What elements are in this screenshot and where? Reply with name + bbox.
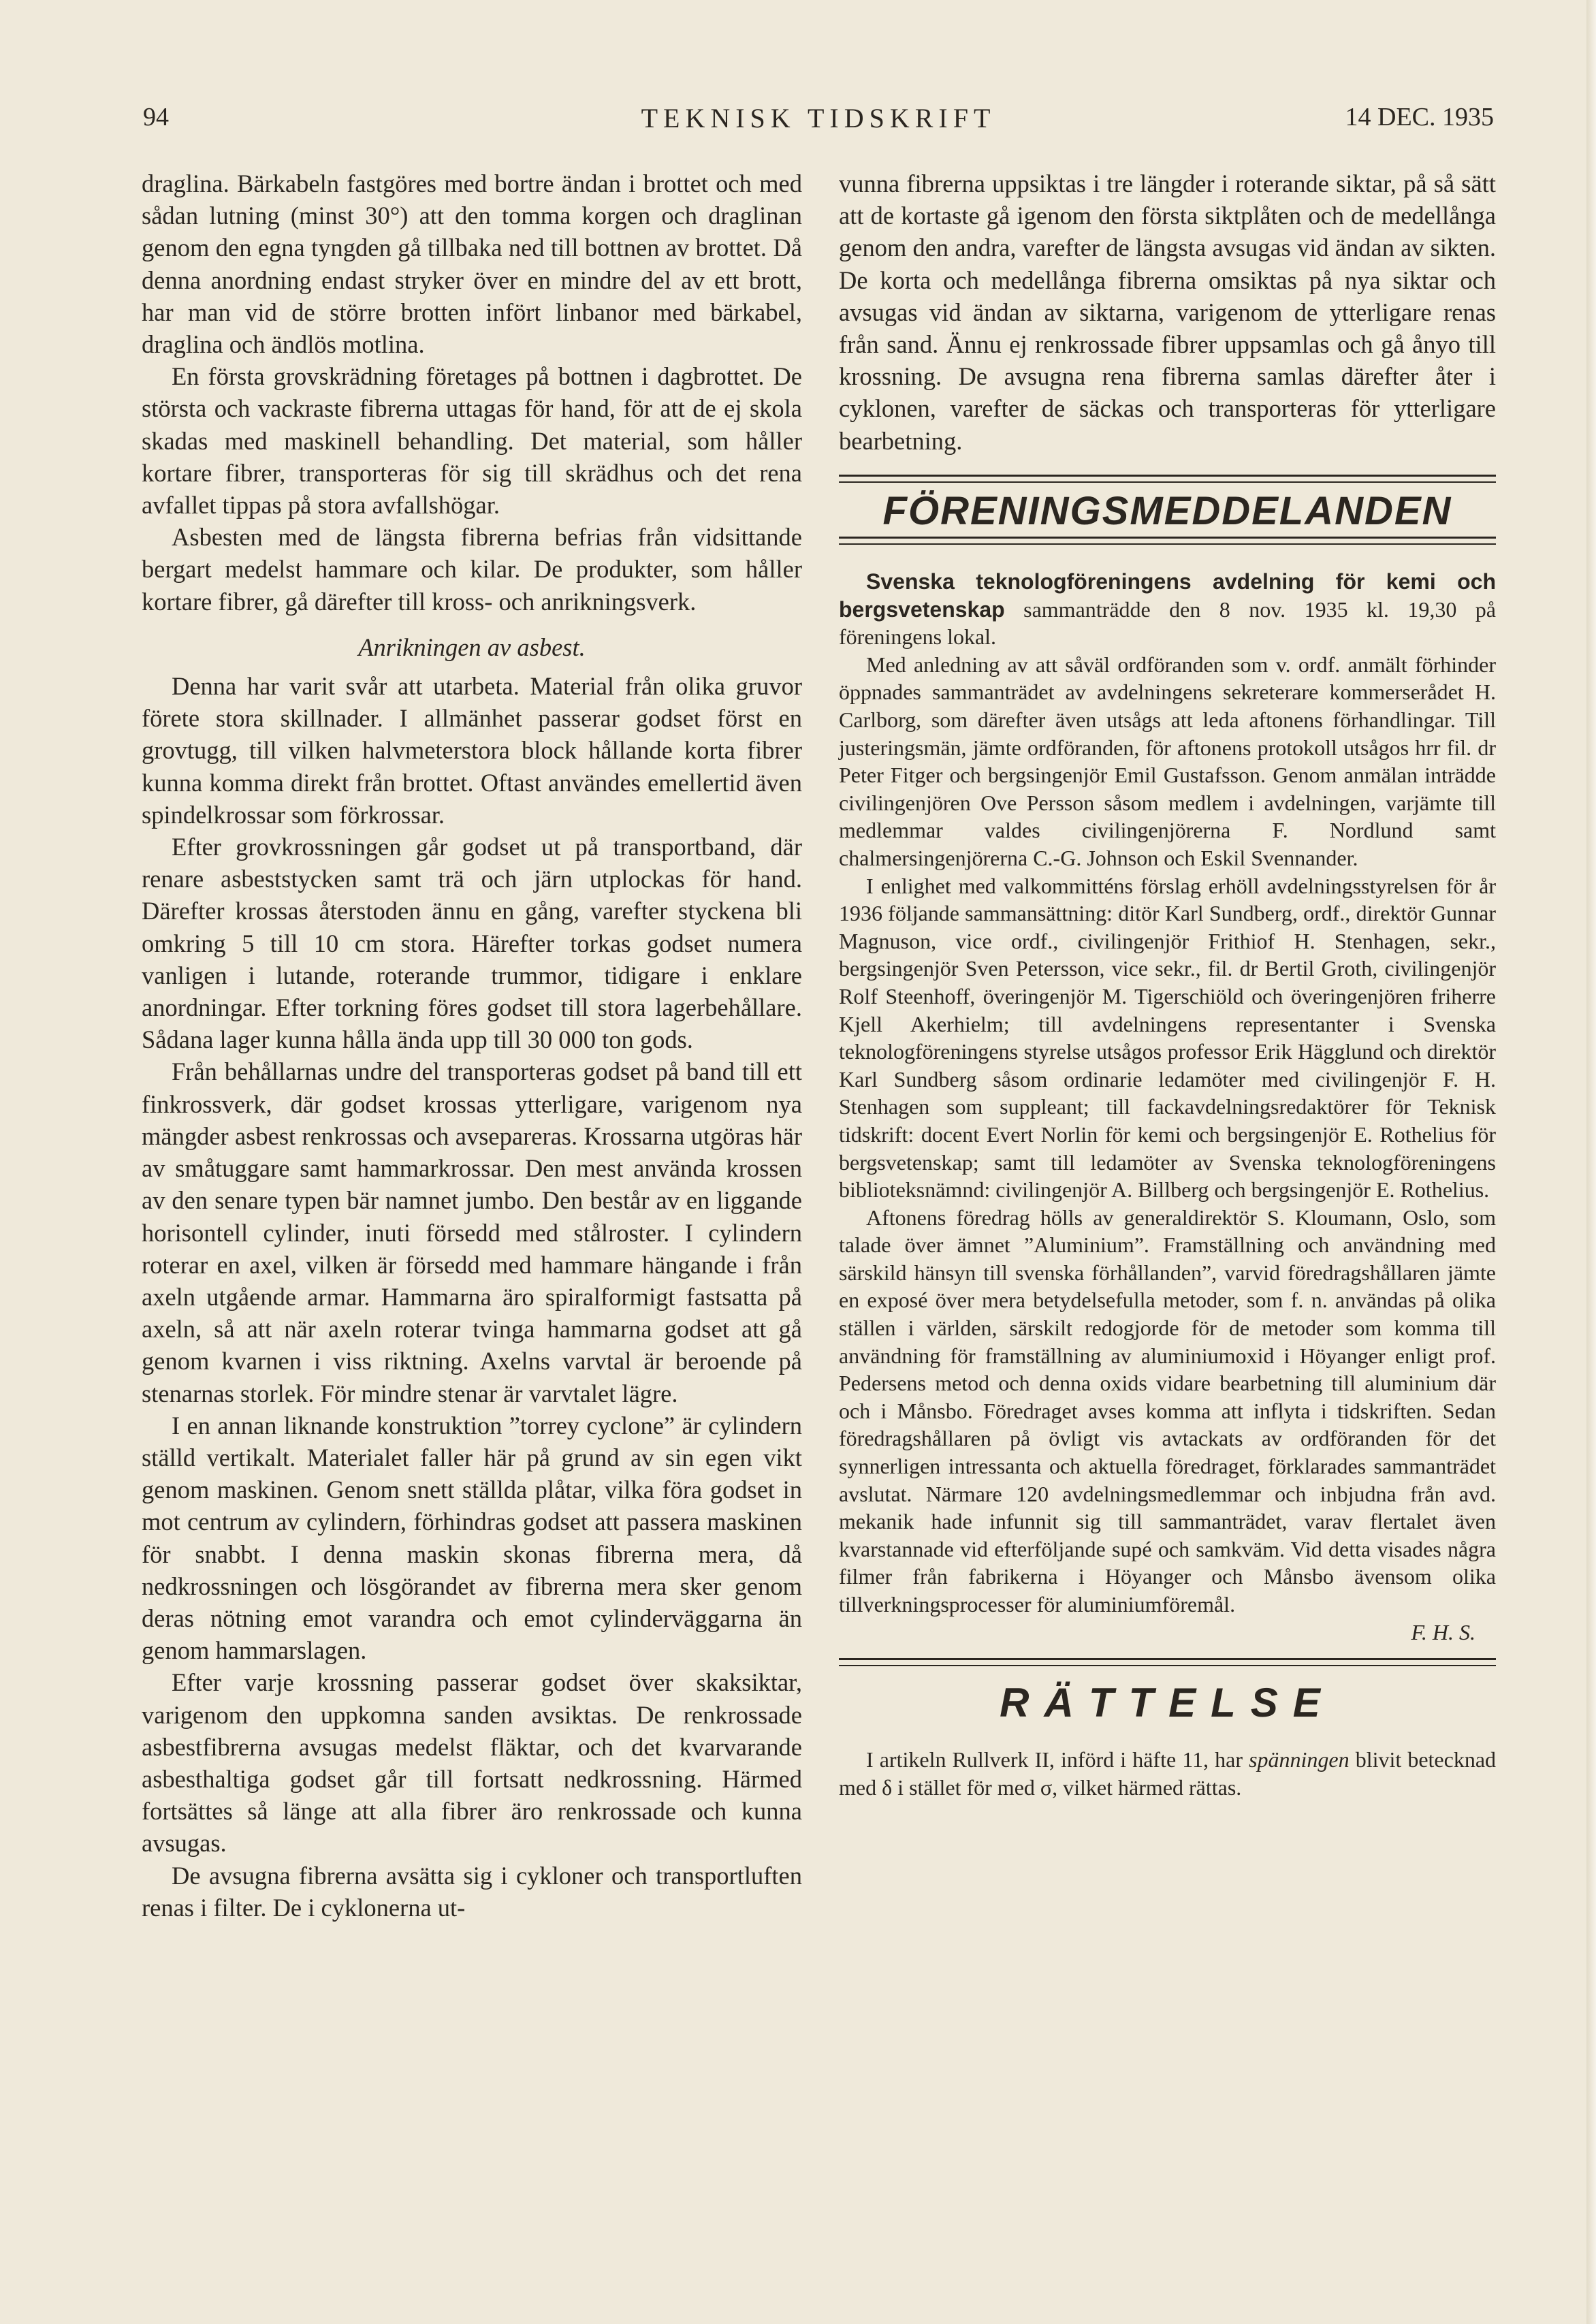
paragraph: Efter varje krossning passerar godset över skaksiktar, varigenom den uppkomna sanden avsiktas. De renkrossade asbestfibrerna avsugas medelst fläktar, och det kvarvarande asbesthaltiga godset går till fortsatt nedkrossning. Härmed fortsättes så länge att alla fibrer äro renkrossade och kunna avsugas. [142,1668,802,1858]
notice-lead-rest: sammanträdde den 8 nov. 1935 kl. 19,30 på föreningens lokal. [839,596,1497,650]
notice-paragraph: Aftonens föredrag hölls av generaldirektör S. Kloumann, Oslo, som talade över ämnet ”Aluminium”. Framställning och användning med särskild hänsyn till svenska förhållanden”, varvid föredragshållaren jämte en exposé över mera betydelsefulla metoder, som f. n. användas på olika ställen i världen, särskilt redogjorde för de metoder som komma till användning för framställning av aluminiumoxid i Höyanger enligt prof. Pedersens metod och denna oxids vidare bearbetning till aluminium där och i Månsbo. Föredraget avses komma att inflyta i tidskriften. Sedan föredragshållaren på övligt vis avtackats av ordföranden för det synnerligen intressanta och aktuella föredraget, förklarades sammanträdet avslutat. Närmare 120 avdelningsmedlemmar och inbjudna från avd. mekanik hade infunnit sig till sammanträdet, varav flertalet även kvarstannade vid efterföljande supé och samkväm. Vid detta visades några filmer från fabrikerna i Höyanger och Månsbo ävensom olika tillverkningsprocesser för aluminiumföremål. [839,1205,1496,1617]
correction-term: spänningen [1249,1747,1350,1772]
notice-lead: Svenska teknologföreningens avdelning för kemi och bergsvetenskap [839,569,1496,622]
paragraph: draglina. Bärkabeln fastgöres med bortre ändan i brottet och med sådan lutning (minst 30°) att den tomma korgen och draglinan genom den egna tyngden gå tillbaka ned till bottnen av brottet. Då denna anordning endast stryker över en mindre del av ett brott, har man vid de större brotten infört linbanor med bärkabel, draglina och ändlös motlina. [142,170,802,359]
section-heading: FÖRENINGSMEDDELANDEN [882,488,1452,533]
paragraph: Efter grovkrossningen går godset ut på transportband, där renare asbeststycken samt trä och järn utplockas för hand. Därefter krossas återstoden ännu en gång, varefter styckena bli omkring 5 till 10 cm stora. Härefter torkas godset numera vanligen i lutande, roterande trummor, tidigare i enklare anordningar. Efter torkning föres godset till stora lagerbehållare. Sådana lager kunna hålla ända upp till 30 000 ton gods. [142,833,802,1054]
notice-paragraph: I enlighet med valkommitténs förslag erhöll avdelningsstyrelsen för år 1936 följande sammansättning: ditör Karl Sundberg, ordf., direktör Gunnar Magnuson, vice ordf., civilingenjör Frithiof H. Stenhagen, sekr., bergsingenjör Sven Petersson, vice sekr., fil. dr Bertil Groth, civilingenjör Rolf Steenhoff, överingenjör M. Tigerschiöld och överingenjören friherre Kjell Akerhielm; till avdelningens representanter i Svenska teknologföreningens styrelse utsågos professor Erik Hägglund och direktör Karl Sundberg såsom ordinarie ledamöter med civilingenjör F. H. Stenhagen som suppleant; till fackavdelningsredaktörer för Teknisk tidskrift: docent Evert Norlin för kemi och bergsingenjör E. Rothelius för bergsvetenskap; samt till ledamöter av Svenska teknologföreningens biblioteksnämnd: civilingenjör A. Billberg och bergsingenjör E. Rothelius. [839,873,1496,1203]
association-notice [839,568,1496,1646]
journal-title: TEKNISK TIDSKRIFT [641,103,996,133]
paragraph: Från behållarnas undre del transporteras godset på band till ett finkrossverk, där godset krossas ytterligare, varigenom nya mängder asbest renkrossas och avsepareras. Krossarna utgöras här av småtuggare samt hammarkrossar. Den mest använda krossen av den senare typen bär namnet jumbo. Den består av en liggande horisontell cylinder, inuti försedd med stålroster. I cylindern roterar en axel, vilken är försedd med hammare hängande i från axeln utgående armar. Hammarna äro spiralformigt fastsatta på axeln, så att när axeln roterar tvinga hammarna godset att gå genom kvarnen i viss riktning. Axelns varvtal är beroende på stenarnas storlek. För mindre stenar är varvtalet lägre. [142,1057,802,1407]
page-number: 94 [143,103,169,131]
paragraph: I en annan liknande konstruktion ”torrey cyclone” är cylindern ställd vertikalt. Materialet faller här på grund av sin egen vikt genom maskinen. Genom snett ställda plåtar, vilka föra godset in mot centrum av cylindern, förhindras godset att passera maskinen för snabbt. I denna maskin skonas fibrerna mera, då nedkrossningen och lösgörandet av fibrerna mera sker genom deras nötning emot varandra och emot cylinderväggarna än genom hammarslagen. [142,1411,802,1665]
correction-notice [839,1746,1496,1801]
notice-paragraph [839,568,1496,651]
section-rule [839,1658,1496,1666]
issue-date: 14 DEC. 1935 [1345,103,1494,131]
paragraph: En första grovskrädning företages på bottnen i dagbrottet. De största och vackraste fibrerna uttagas för hand, för att de ej skola skadas med maskinell behandling. Det material, som håller kortare fibrer, transporteras för sig till skrädhus och det rena avfallet tippas på stora avfallshögar. [142,362,802,520]
correction-text: blivit betecknad med δ i stället för med σ, vilket härmed rättas. [839,1747,1497,1800]
running-header [143,102,1494,143]
paragraph: De avsugna fibrerna avsätta sig i cykloner och transportluften renas i filter. De i cyklonerna ut- [142,1861,802,1922]
section-heading: RÄTTELSE [1000,1680,1335,1726]
signature: F. H. S. [1411,1619,1475,1644]
right-column [839,168,1496,1802]
paragraph: Asbesten med de längsta fibrerna befrias från vidsittande bergart medelst hammare och kilar. De produkter, som håller kortare fibrer, gå därefter till kross- och anrikningsverk. [142,523,802,616]
paragraph: vunna fibrerna uppsiktas i tre längder i roterande siktar, på så sätt att de kortaste gå igenom den första siktplåten och de medellånga genom den andra, varefter de längsta avsugas vid ändan av sikten. De korta och medellånga fibrerna omsiktas på nya siktar och avsugas vid ändan av siktarna, varigenom de ytterligare renas från sand. Ännu ej renkrossade fibrer uppsamlas och gå ånyo till krossning. De avsugna rena fibrerna samlas därefter åter i cyklonen, varefter de säckas och transporteras för ytterligare bearbetning. [839,170,1496,455]
section-rule [839,475,1496,483]
left-column [142,168,802,1924]
correction-text: I artikeln Rullverk II, införd i häfte 11, har [866,1747,1243,1772]
notice-paragraph: Med anledning av att såväl ordföranden som v. ordf. anmält förhinder öppnades sammanträdet av avdelningens sekreterare kommerserådet H. Carlborg, som därefter även utsågs att leda aftonens förhandlingar. Till justeringsmän, jämte ordföranden, för aftonens protokoll utsågos hrr fil. dr Peter Fitger och bergsingenjör Emil Gustafsson. Genom anmälan inträdde civilingenjören Ove Persson såsom medlem i avdelningen, varjämte till medlemmar valdes civilingenjörerna F. Nordlund samt chalmersingenjörerna C.-G. Johnson och Eskil Svennander. [839,652,1496,870]
section-rule [839,537,1496,545]
paragraph: Denna har varit svår att utarbeta. Material från olika gruvor förete stora skillnader. I allmänhet passerar godset först en grovtugg, till vilken halvmeterstora block hållande korta fibrer kunna komma direkt från brottet. Oftast användes emellertid även spindelkrossar som förkrossar. [142,672,802,829]
correction-paragraph [839,1746,1496,1801]
paper-edge [1586,0,1596,2324]
subheading: Anrikningen av asbest. [358,633,586,661]
